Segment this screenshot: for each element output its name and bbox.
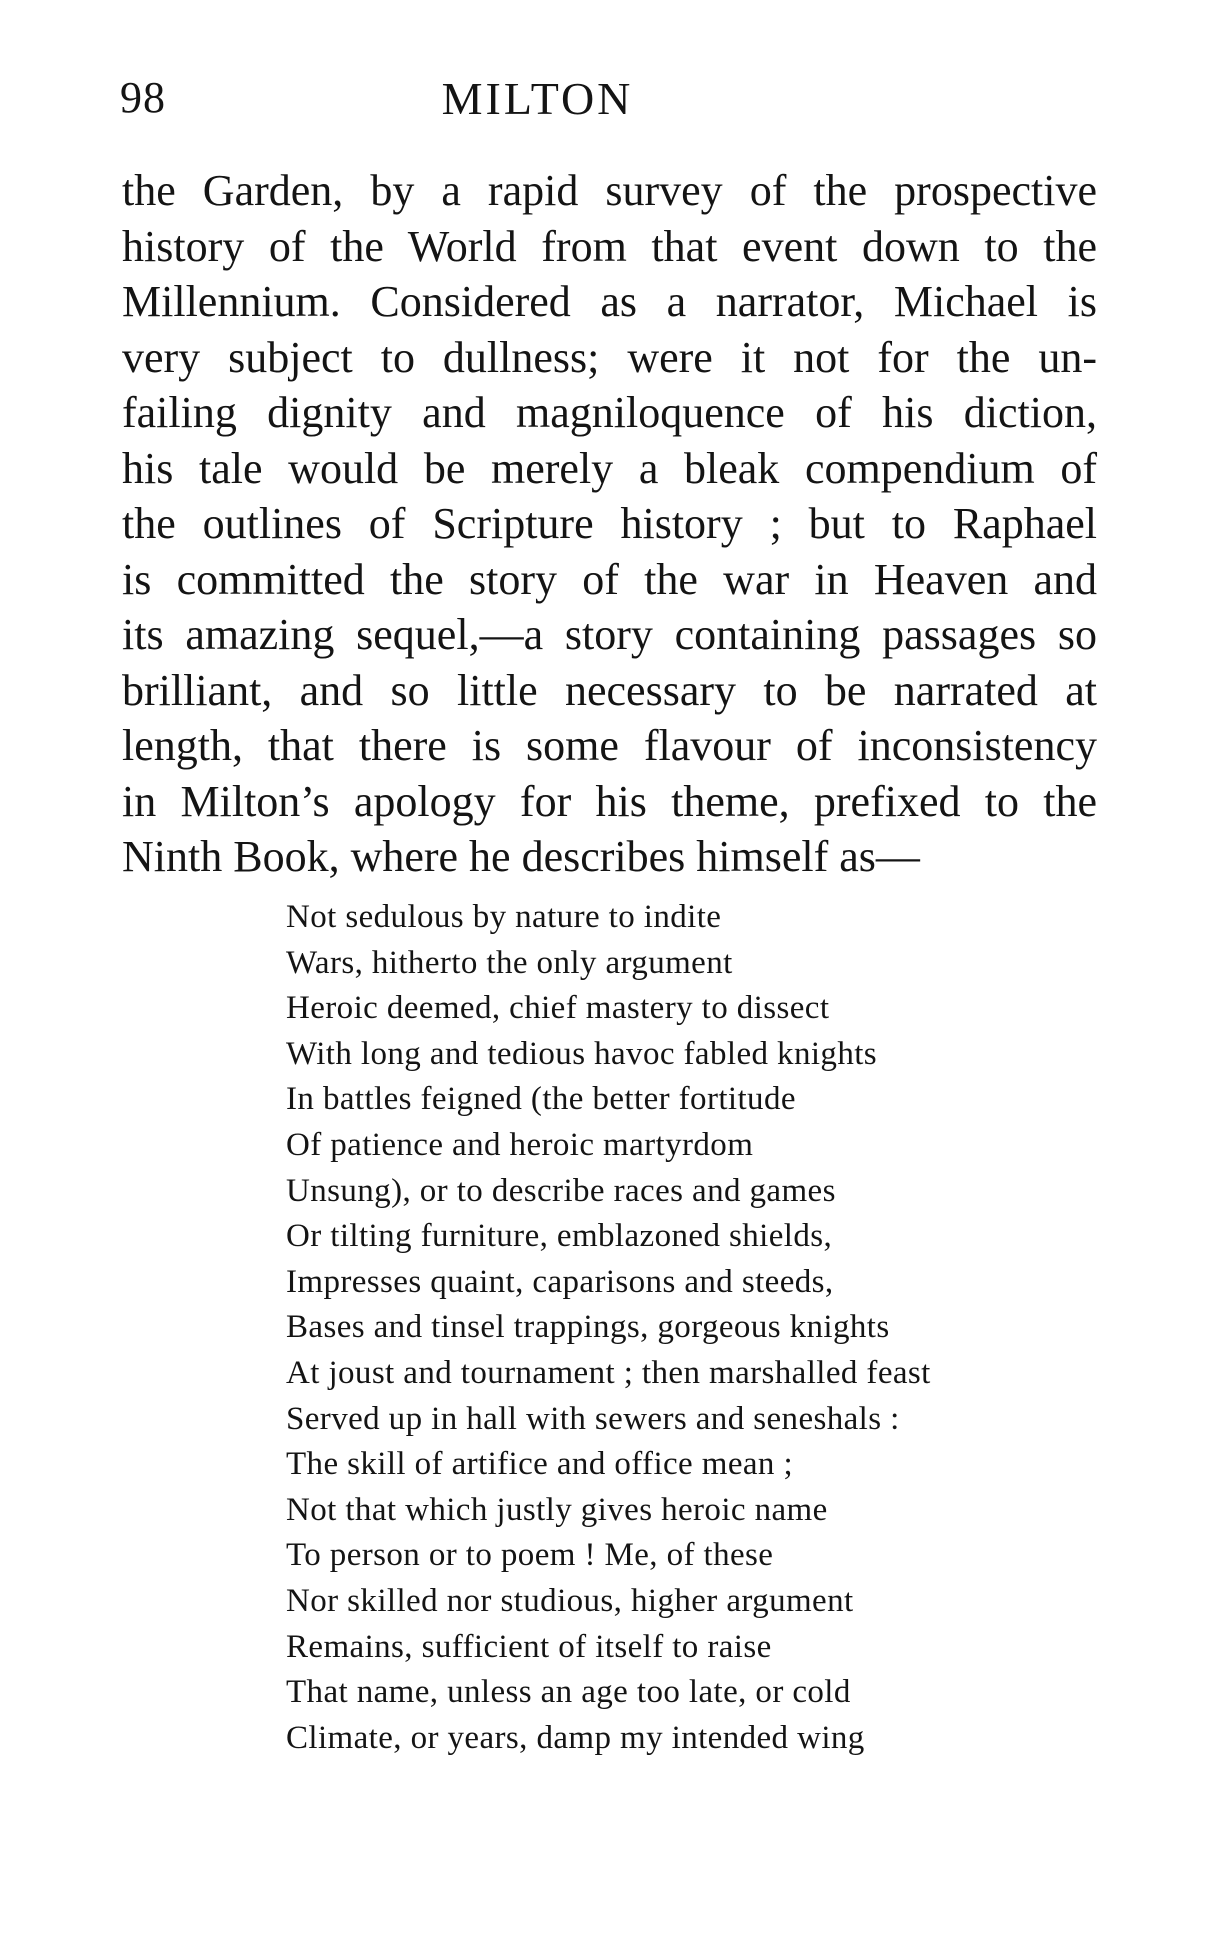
prose-line: Millennium. Considered as a narrator, Michael is	[122, 277, 1097, 326]
prose-line: brilliant, and so little necessary to be narrated at	[122, 665, 1097, 715]
prose-line: in Milton’s apology for his theme, prefixed to the	[122, 776, 1097, 826]
verse-line: With long and tedious havoc fabled knights	[286, 1035, 878, 1072]
running-title: MILTON	[441, 73, 634, 124]
verse-line: Climate, or years, damp my intended wing	[286, 1719, 865, 1756]
verse-line: That name, unless an age too late, or cold	[286, 1674, 851, 1711]
prose-line: very subject to dullness; were it not for the un-	[122, 332, 1097, 382]
verse-line: Unsung), or to describe races and games	[286, 1172, 836, 1209]
verse-line: Not that which justly gives heroic name	[286, 1491, 828, 1528]
verse-line: Not sedulous by nature to indite	[286, 899, 722, 935]
verse-line: Of patience and heroic martyrdom	[286, 1126, 754, 1163]
verse-line: Heroic deemed, chief mastery to dissect	[286, 990, 830, 1027]
verse-line: To person or to poem ! Me, of these	[286, 1537, 774, 1574]
verse-line: Wars, hitherto the only argument	[286, 944, 733, 981]
verse-line: Or tilting furniture, emblazoned shields,	[286, 1218, 833, 1255]
prose-line: the Garden, by a rapid survey of the prospective	[122, 166, 1097, 215]
verse-line: At joust and tournament ; then marshalled feast	[286, 1354, 931, 1391]
verse-line: Nor skilled nor studious, higher argument	[286, 1582, 854, 1619]
body-paragraph	[122, 163, 1097, 885]
prose-line: its amazing sequel,—a story containing passages so	[122, 610, 1097, 659]
verse-line: Remains, sufficient of itself to raise	[286, 1628, 772, 1665]
prose-line: history of the World from that event down to the	[122, 221, 1097, 271]
prose-line: is committed the story of the war in Heaven and	[122, 554, 1097, 604]
verse-line: Bases and tinsel trappings, gorgeous knights	[286, 1309, 890, 1346]
page-number: 98	[120, 73, 166, 122]
prose-line: his tale would be merely a bleak compendium of	[122, 443, 1097, 493]
verse-line: Impresses quaint, caparisons and steeds,	[286, 1263, 834, 1300]
verse-line: In battles feigned (the better fortitude	[286, 1081, 796, 1118]
verse-line: Served up in hall with sewers and seneshals :	[286, 1400, 900, 1437]
prose-line: the outlines of Scripture history ; but to Raphael	[122, 499, 1097, 548]
prose-line: length, that there is some flavour of inconsistency	[122, 721, 1097, 770]
running-head	[120, 72, 1095, 132]
verse-line: The skill of artifice and office mean ;	[286, 1446, 794, 1483]
prose-line: Ninth Book, where he describes himself as—	[122, 832, 920, 881]
prose-line: failing dignity and magniloquence of his diction,	[122, 388, 1097, 437]
verse-quotation	[286, 895, 1046, 1761]
